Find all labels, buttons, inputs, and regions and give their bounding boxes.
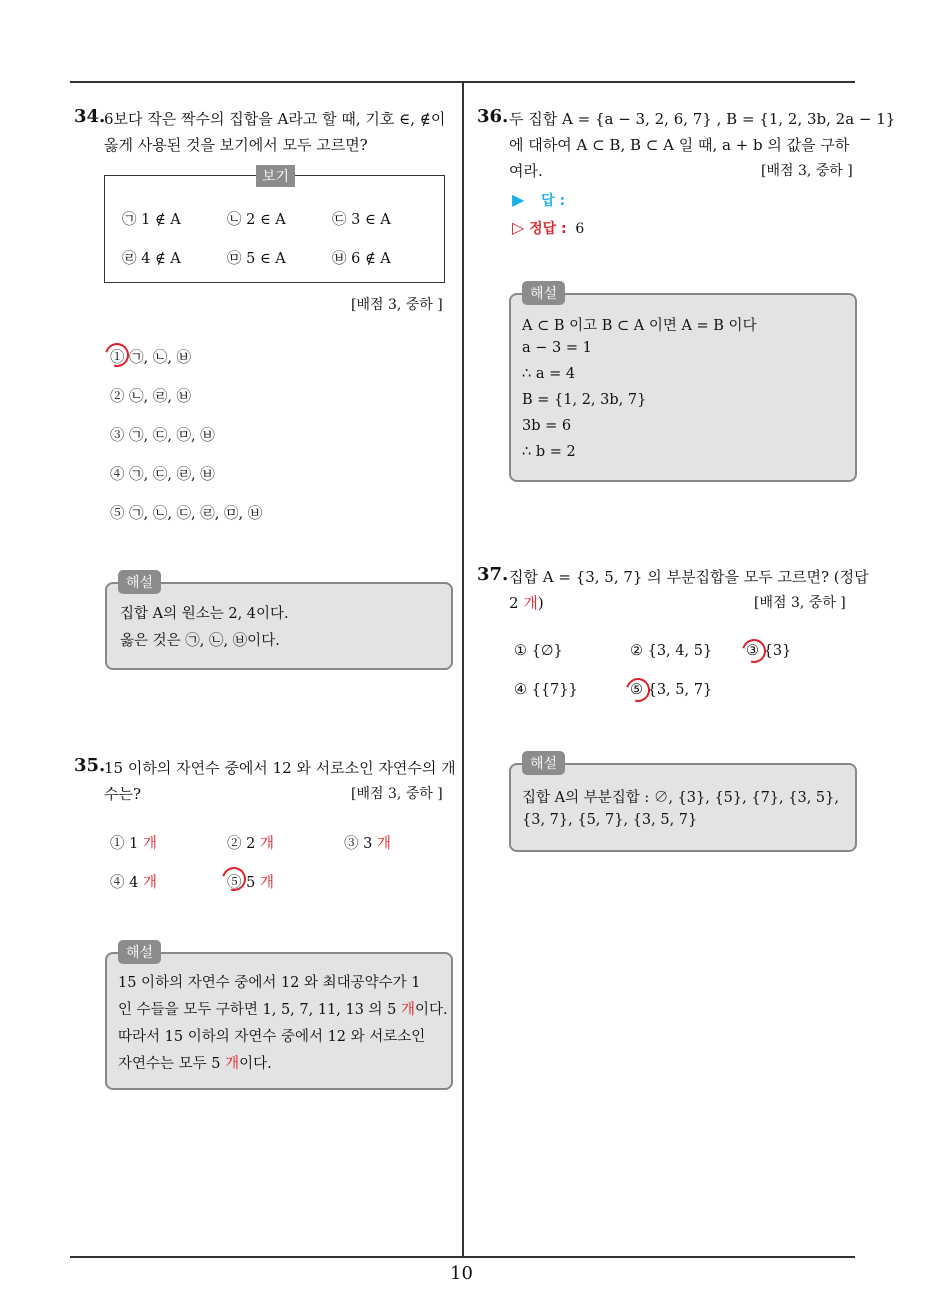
- option-unit: 개: [259, 875, 274, 891]
- q37-solution-label: 해설: [522, 751, 565, 775]
- q37-number: 37.: [477, 564, 509, 585]
- option-unit: 개: [259, 836, 274, 852]
- q34-option-2[interactable]: ② ㉡, ㉣, ㉥: [110, 389, 192, 405]
- q36-solution-label: 해설: [522, 281, 565, 305]
- option-mark: ①: [110, 836, 125, 852]
- q35-option-5[interactable]: [227, 871, 274, 892]
- answer-label: 답 :: [541, 193, 566, 209]
- q36-correct-row: [512, 218, 584, 238]
- q37-option-2[interactable]: ② {3, 4, 5}: [630, 643, 713, 659]
- q34-solution-label: 해설: [118, 570, 161, 594]
- q36-line2: 에 대하여 A ⊂ B, B ⊂ A 일 때, a + b 의 값을 구하: [509, 136, 850, 154]
- q34-option-5[interactable]: ⑤ ㉠, ㉡, ㉢, ㉣, ㉤, ㉥: [110, 506, 263, 522]
- option-value: 4: [129, 875, 139, 891]
- q37-option-1[interactable]: ① {∅}: [514, 643, 563, 659]
- q34-bogi-item: ㉢ 3 ∈ A: [332, 212, 391, 228]
- q34-option-4[interactable]: ④ ㉠, ㉢, ㉣, ㉥: [110, 467, 215, 483]
- q34-bogi-item: ㉠ 1 ∉ A: [122, 212, 181, 228]
- q35-number: 35.: [74, 755, 106, 776]
- q35-solution-label: 해설: [118, 940, 161, 964]
- page-number: 10: [450, 1263, 473, 1284]
- correct-label: 정답 :: [529, 221, 567, 237]
- q36-score: [배점 3, 중하 ]: [761, 163, 853, 179]
- q37-score: [배점 3, 중하 ]: [754, 595, 846, 611]
- q36-solution-line: a − 3 = 1: [522, 340, 592, 356]
- option-mark: ②: [227, 836, 242, 852]
- option-mark: ⑤: [227, 875, 242, 891]
- q34-score: [배점 3, 중하 ]: [351, 297, 443, 313]
- q34-option-3[interactable]: ③ ㉠, ㉢, ㉤, ㉥: [110, 428, 215, 444]
- option-unit: 개: [142, 836, 157, 852]
- q36-answer-row: [512, 190, 565, 210]
- q36-solution-line: B = {1, 2, 3b, 7}: [522, 392, 647, 408]
- q37-line1: 집합 A = {3, 5, 7} 의 부분집합을 모두 고르면? (정답: [509, 568, 869, 586]
- q35-option-2[interactable]: [227, 832, 274, 853]
- option-value: 1: [129, 836, 139, 852]
- q37-solution-box: [509, 763, 857, 852]
- option-mark: ④: [110, 875, 125, 891]
- q37-line2: [509, 590, 544, 616]
- q35-option-3[interactable]: [344, 832, 391, 853]
- q36-solution-line: ∴ b = 2: [522, 444, 576, 460]
- q34-bogi-item: ㉤ 5 ∈ A: [227, 251, 286, 267]
- q34-line2: 옳게 사용된 것을 보기에서 모두 고르면?: [104, 136, 368, 154]
- q34-bogi-item: ㉥ 6 ∉ A: [332, 251, 391, 267]
- q34-line1: 6보다 작은 짝수의 집합을 A라고 할 때, 기호 ∈, ∉이: [104, 110, 446, 128]
- q37-line2-unit: 개: [523, 594, 538, 612]
- correct-value: 6: [575, 221, 585, 237]
- q37-line2-pre: 2: [509, 594, 524, 612]
- play-arrow-icon: ▶: [512, 190, 525, 209]
- q34-bogi-label: 보기: [256, 165, 295, 187]
- option-mark: ③: [344, 836, 359, 852]
- q34-bogi-item: ㉡ 2 ∈ A: [227, 212, 286, 228]
- q36-solution-line: 3b = 6: [522, 418, 572, 434]
- option-unit: 개: [376, 836, 391, 852]
- q36-line1: 두 집합 A = {a − 3, 2, 6, 7} , B = {1, 2, 3b, 2a − 1}: [509, 110, 896, 128]
- bottom-rule: [70, 1256, 855, 1258]
- q35-option-4[interactable]: [110, 871, 157, 892]
- q35-line2: 수는?: [104, 785, 142, 803]
- option-value: 3: [363, 836, 373, 852]
- q36-solution-line: ∴ a = 4: [522, 366, 576, 382]
- q35-solution-line: 인 수들을 모두 구하면 1, 5, 7, 11, 13 의 5 개이다.: [118, 1002, 448, 1018]
- q36-number: 36.: [477, 106, 509, 127]
- q35-solution-line: 따라서 15 이하의 자연수 중에서 12 와 서로소인: [118, 1029, 426, 1045]
- q35-option-1[interactable]: [110, 832, 157, 853]
- option-unit: 개: [142, 875, 157, 891]
- q35-score: [배점 3, 중하 ]: [351, 786, 443, 802]
- outline-arrow-icon: ▷: [512, 218, 525, 237]
- q37-solution-line: {3, 7}, {5, 7}, {3, 5, 7}: [522, 812, 698, 828]
- q37-solution-line: 집합 A의 부분집합 : ∅, {3}, {5}, {7}, {3, 5},: [522, 790, 839, 806]
- q37-option-5[interactable]: ⑤ {3, 5, 7}: [630, 682, 713, 698]
- q34-solution-line: 집합 A의 원소는 2, 4이다.: [120, 606, 289, 622]
- q34-bogi-item: ㉣ 4 ∉ A: [122, 251, 181, 267]
- q34-solution-box: [105, 582, 453, 670]
- q34-number: 34.: [74, 106, 106, 127]
- q37-option-3[interactable]: ③ {3}: [746, 643, 792, 659]
- q36-solution-line: A ⊂ B 이고 B ⊂ A 이면 A = B 이다: [522, 318, 757, 334]
- option-value: 5: [246, 875, 256, 891]
- column-divider: [462, 82, 464, 1257]
- option-value: 2: [246, 836, 256, 852]
- q34-option-1[interactable]: ① ㉠, ㉡, ㉥: [110, 350, 192, 366]
- q34-solution-line: 옳은 것은 ㉠, ㉡, ㉥이다.: [120, 633, 280, 649]
- q37-line2-post: ): [537, 594, 544, 612]
- q35-line1: 15 이하의 자연수 중에서 12 와 서로소인 자연수의 개: [104, 759, 456, 777]
- q35-solution-line: 15 이하의 자연수 중에서 12 와 최대공약수가 1: [118, 975, 421, 991]
- q37-option-4[interactable]: ④ {{7}}: [514, 682, 578, 698]
- q36-line3: 여라.: [509, 162, 543, 180]
- q35-solution-line: 자연수는 모두 5 개이다.: [118, 1056, 272, 1072]
